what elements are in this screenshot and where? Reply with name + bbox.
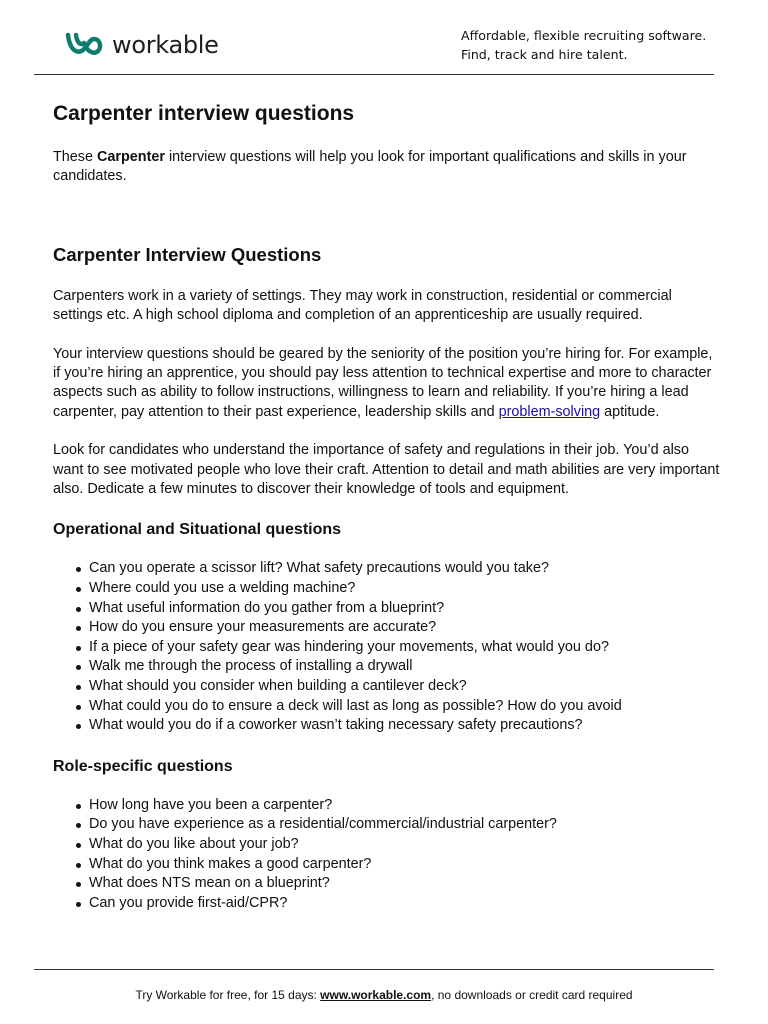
list-item: What useful information do you gather from a blueprint? <box>89 599 723 619</box>
list-item: How do you ensure your measurements are accurate? <box>89 618 723 638</box>
page-footer <box>0 988 768 1002</box>
intro-after: interview questions will help you look for important qualifications and skills in your candidates. <box>53 149 687 185</box>
header-tagline <box>461 26 714 64</box>
footer-link[interactable]: www.workable.com <box>320 988 432 1002</box>
list-item: If a piece of your safety gear was hindering your movements, what would you do? <box>89 638 723 658</box>
list-item: Where could you use a welding machine? <box>89 579 723 599</box>
list-item: Walk me through the process of installing a drywall <box>89 657 723 677</box>
list-item: Do you have experience as a residential/commercial/industrial carpenter? <box>89 815 723 835</box>
list-item: Can you provide first-aid/CPR? <box>89 894 723 914</box>
paragraph-settings: Carpenters work in a variety of settings. They may work in construction, residential or commercial settings etc. A high school diploma and completion of an apprenticeship are usually required. <box>53 287 672 324</box>
intro-paragraph <box>53 148 723 187</box>
workable-logo-icon <box>64 29 108 61</box>
workable-logo[interactable] <box>64 28 219 62</box>
list-item: Can you operate a scissor lift? What safety precautions would you take? <box>89 559 723 579</box>
page-header <box>34 0 714 75</box>
section-heading: Carpenter Interview Questions <box>53 243 322 265</box>
footer-before: Try Workable for free, for 15 days: <box>135 988 321 1002</box>
list-item: What does NTS mean on a blueprint? <box>89 874 723 894</box>
operational-heading: Operational and Situational questions <box>53 521 342 539</box>
tagline-line-2: Find, track and hire talent. <box>461 47 628 62</box>
footer-divider <box>34 969 714 970</box>
list-item: What do you think makes a good carpenter? <box>89 855 723 875</box>
document-body <box>53 100 723 913</box>
intro-bold: Carpenter <box>97 149 165 165</box>
para2-after: aptitude. <box>600 403 660 420</box>
role-list <box>53 796 723 914</box>
intro-before: These <box>53 149 97 165</box>
page-title: Carpenter interview questions <box>53 102 355 125</box>
list-item: What could you do to ensure a deck will last as long as possible? How do you avoid <box>89 697 723 717</box>
tagline-line-1: Affordable, flexible recruiting software. <box>461 28 707 43</box>
operational-list <box>53 559 723 735</box>
list-item: What should you consider when building a cantilever deck? <box>89 677 723 697</box>
footer-after: , no downloads or credit card required <box>431 988 633 1002</box>
para2-before: Your interview questions should be geared by the seniority of the position you’re hiring for. For example, if you’re hiring an apprentice, you should pay less attention to technical expertise and more to character aspects such as ability to follow instructions, willingness to learn and reliability. If you’re hiring a lead carpenter, pay attention to their past experience, leadership skills and <box>53 345 713 420</box>
paragraph-safety: Look for candidates who understand the importance of safety and regulations in their job. You’d also want to see motivated people who love their craft. Attention to detail and math abilities are very important also. Dedicate a few minutes to discover their knowledge of tools and equipment. <box>53 442 720 498</box>
logo-text: workable <box>112 31 219 59</box>
list-item: What do you like about your job? <box>89 835 723 855</box>
list-item: How long have you been a carpenter? <box>89 796 723 816</box>
role-heading: Role-specific questions <box>53 757 233 775</box>
problem-solving-link[interactable]: problem-solving <box>498 403 601 420</box>
paragraph-seniority <box>53 345 723 423</box>
list-item: What would you do if a coworker wasn’t taking necessary safety precautions? <box>89 716 723 736</box>
